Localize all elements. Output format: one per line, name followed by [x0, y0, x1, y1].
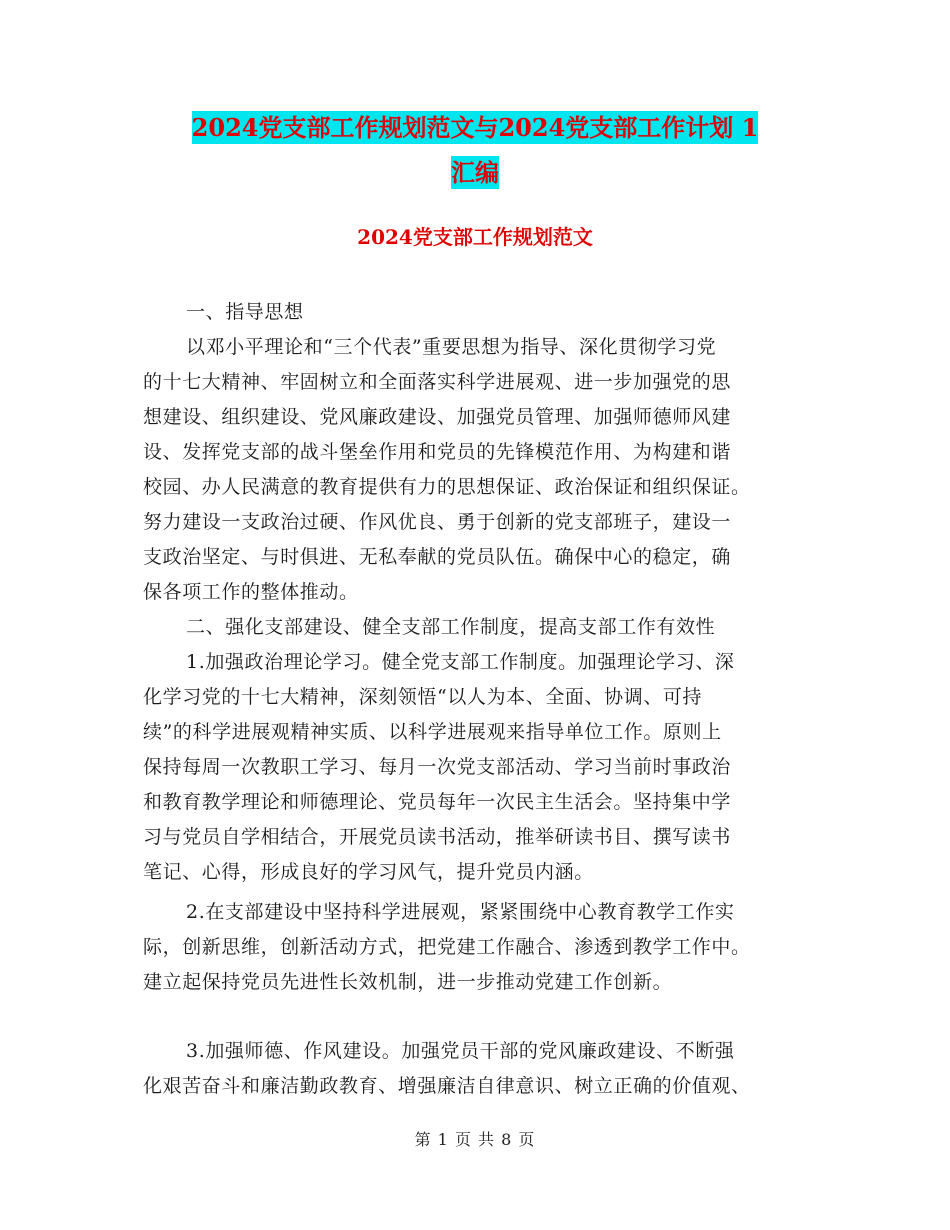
- paragraph-line: 保持每周一次教职工学习、每月一次党支部活动、学习当前时事政治: [143, 756, 732, 778]
- title-highlight: 汇编: [451, 158, 499, 187]
- paragraph-line: 1.加强政治理论学习。健全党支部工作制度。加强理论学习、深: [186, 651, 735, 673]
- document-title-line-1: [150, 113, 800, 143]
- paragraph-line: 笔记、心得，形成良好的学习风气，提升党员内涵。: [143, 861, 594, 883]
- heading-guiding-ideology: 一、指导思想: [186, 301, 304, 323]
- title-highlight: 2024党支部工作规划范文与2024党支部工作计划 1: [191, 113, 759, 142]
- heading-branch-construction: 二、强化支部建设、健全支部工作制度，提高支部工作有效性: [186, 616, 716, 638]
- section-title: 2024党支部工作规划范文: [357, 225, 593, 249]
- paragraph-line: 续”的科学进展观精神实质、以科学进展观来指导单位工作。原则上: [143, 721, 722, 743]
- document-title-line-2: [150, 158, 800, 188]
- paragraph-line: 3.加强师德、作风建设。加强党员干部的党风廉政建设、不断强: [186, 1040, 735, 1062]
- paragraph-line: 化艰苦奋斗和廉洁勤政教育、增强廉洁自律意识、树立正确的价值观、: [143, 1075, 751, 1097]
- paragraph-line: 支政治坚定、与时俱进、无私奉献的党员队伍。确保中心的稳定，确: [143, 546, 732, 568]
- paragraph-line: 保各项工作的整体推动。: [143, 581, 359, 603]
- page-footer: 第 1 页 共 8 页: [414, 1130, 536, 1149]
- paragraph-line: 以邓小平理论和“三个代表”重要思想为指导、深化贯彻学习党: [186, 336, 717, 358]
- paragraph-line: 校园、办人民满意的教育提供有力的思想保证、政治保证和组织保证。: [143, 476, 751, 498]
- body-block-2: [143, 895, 803, 1000]
- paragraph-line: 化学习党的十七大精神，深刻领悟“以人为本、全面、协调、可持: [143, 686, 703, 708]
- paragraph-line: 际，创新思维，创新活动方式，把党建工作融合、渗透到教学工作中。: [143, 936, 751, 958]
- paragraph-line: 2.在支部建设中坚持科学进展观，紧紧围绕中心教育教学工作实: [186, 901, 735, 923]
- body-block-1: [143, 295, 803, 890]
- paragraph-line: 想建设、组织建设、党风廉政建设、加强党员管理、加强师德师风建: [143, 406, 732, 428]
- paragraph-line: 设、发挥党支部的战斗堡垒作用和党员的先锋模范作用、为构建和谐: [143, 441, 732, 463]
- paragraph-line: 习与党员自学相结合，开展党员读书活动，推举研读书目、撰写读书: [143, 826, 732, 848]
- paragraph-line: 建立起保持党员先进性长效机制，进一步推动党建工作创新。: [143, 971, 673, 993]
- paragraph-line: 努力建设一支政治过硬、作风优良、勇于创新的党支部班子，建设一: [143, 511, 732, 533]
- body-block-3: [143, 1034, 803, 1104]
- paragraph-line: 和教育教学理论和师德理论、党员每年一次民主生活会。坚持集中学: [143, 791, 732, 813]
- paragraph-line: 的十七大精神、牢固树立和全面落实科学进展观、进一步加强党的思: [143, 371, 732, 393]
